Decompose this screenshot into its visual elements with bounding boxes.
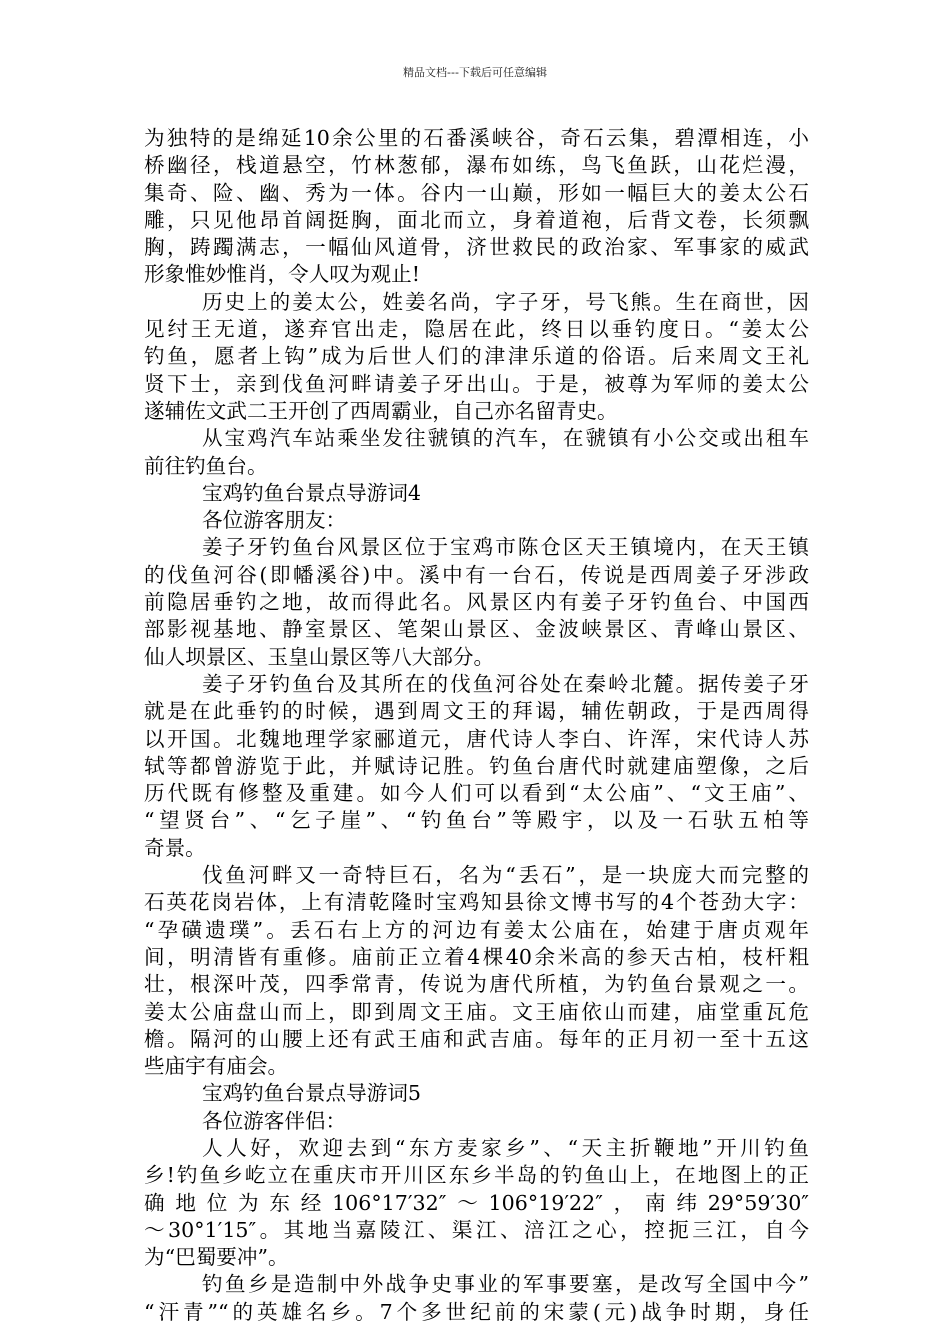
text-line: 雕，只见他昂首阔挺胸，面北而立，身着道袍，后背文卷，长须飘 bbox=[144, 207, 809, 232]
text-line: 前隐居垂钓之地，故而得此名。风景区内有姜子牙钓鱼台、中国西 bbox=[144, 590, 809, 615]
text-line: 以开国。北魏地理学家郦道元，唐代诗人李白、许浑，宋代诗人苏 bbox=[144, 726, 809, 751]
text-line: 集奇、险、幽、秀为一体。谷内一山巅，形如一幅巨大的姜太公石 bbox=[144, 180, 809, 205]
text-line: 间，明清皆有重修。庙前正立着4棵40余米高的参天古柏，枝杆粗 bbox=[144, 944, 809, 969]
text-line: 宝鸡钓鱼台景点导游词4 bbox=[202, 480, 422, 505]
text-line: 从宝鸡汽车站乘坐发往虢镇的汽车，在虢镇有小公交或出租车 bbox=[202, 426, 809, 451]
text-line: 各位游客朋友： bbox=[202, 508, 347, 533]
text-line: 桥幽径，栈道悬空，竹林葱郁，瀑布如练，鸟飞鱼跃，山花烂漫， bbox=[144, 153, 809, 178]
text-line: 壮，根深叶茂，四季常青，传说为唐代所植，为钓鱼台景观之一。 bbox=[144, 972, 809, 997]
text-line: ～30°1′15″。其地当嘉陵江、渠江、涪江之心，控扼三江，自今 bbox=[144, 1217, 809, 1242]
text-line: 的伐鱼河谷(即幡溪谷)中。溪中有一台石，传说是西周姜子牙涉政 bbox=[144, 562, 809, 587]
text-line: 姜太公庙盘山而上，即到周文王庙。文王庙依山而建，庙堂重瓦危 bbox=[144, 999, 809, 1024]
text-line: “汗青”“的英雄名乡。7个多世纪前的宋蒙(元)战争时期，身任 bbox=[144, 1299, 809, 1324]
text-line: 就是在此垂钓的时候，遇到周文王的拜谒，辅佐朝政，于是西周得 bbox=[144, 699, 809, 724]
text-line: 前往钓鱼台。 bbox=[144, 453, 268, 478]
text-line: 见纣王无道，遂弃官出走，隐居在此，终日以垂钓度日。“姜太公 bbox=[144, 317, 809, 342]
text-line: “望贤台”、“乞子崖”、“钓鱼台”等殿宇，以及一石驮五柏等 bbox=[144, 808, 809, 833]
text-line: 钓鱼，愿者上钩”成为后世人们的津津乐道的俗语。后来周文王礼 bbox=[144, 344, 809, 369]
text-line: 仙人坝景区、玉皇山景区等八大部分。 bbox=[144, 644, 495, 669]
text-line: 姜子牙钓鱼台及其所在的伐鱼河谷处在秦岭北麓。据传姜子牙 bbox=[202, 671, 809, 696]
text-line: 贤下士，亲到伐鱼河畔请姜子牙出山。于是，被尊为军师的姜太公 bbox=[144, 371, 809, 396]
text-line: 历代既有修整及重建。如今人们可以看到“太公庙”、“文王庙”、 bbox=[144, 781, 809, 806]
text-line: 些庙宇有庙会。 bbox=[144, 1054, 289, 1079]
text-line: 历史上的姜太公，姓姜名尚，字子牙，号飞熊。生在商世，因 bbox=[202, 289, 809, 314]
text-line: 石英花岗岩体，上有清乾隆时宝鸡知县徐文博书写的4个苍劲大字： bbox=[144, 890, 809, 915]
text-line: 姜子牙钓鱼台风景区位于宝鸡市陈仓区天王镇境内，在天王镇 bbox=[202, 535, 809, 560]
text-line: 形象惟妙惟肖，令人叹为观止! bbox=[144, 262, 420, 287]
text-line: 部影视基地、静室景区、笔架山景区、金波峡景区、青峰山景区、 bbox=[144, 617, 809, 642]
text-line: 胸，踌躅满志，一幅仙风道骨，济世救民的政治家、军事家的威武 bbox=[144, 235, 809, 260]
text-line: 檐。隔河的山腰上还有武王庙和武吉庙。每年的正月初一至十五这 bbox=[144, 1026, 809, 1051]
text-line: 各位游客伴侣： bbox=[202, 1108, 347, 1133]
text-line: 乡!钓鱼乡屹立在重庆市开川区东乡半岛的钓鱼山上，在地图上的正 bbox=[144, 1163, 809, 1188]
text-line: 轼等都曾游览于此，并赋诗记胜。钓鱼台唐代时就建庙塑像，之后 bbox=[144, 753, 809, 778]
page-header: 精品文档---下载后可任意编辑 bbox=[403, 66, 547, 79]
text-line: 确地位为东经106°17′32″～106°19′22″，南纬29°59′30″ bbox=[144, 1190, 809, 1215]
text-line: 伐鱼河畔又一奇特巨石，名为“丢石”，是一块庞大而完整的 bbox=[202, 863, 809, 888]
text-line: 宝鸡钓鱼台景点导游词5 bbox=[202, 1081, 422, 1106]
text-line: 为独特的是绵延10余公里的石番溪峡谷，奇石云集，碧潭相连，小 bbox=[144, 126, 809, 150]
text-line: 人人好，欢迎去到“东方麦家乡”、“天主折鞭地”开川钓鱼 bbox=[202, 1135, 809, 1160]
document-body bbox=[144, 125, 809, 1326]
text-line: 为“巴蜀要冲”。 bbox=[144, 1245, 289, 1270]
text-line: 奇景。 bbox=[144, 835, 206, 860]
text-line: 钓鱼乡是造制中外战争史事业的军事要塞，是改写全国中今” bbox=[202, 1272, 809, 1297]
text-line: 遂辅佐文武二王开创了西周霸业，自己亦名留青史。 bbox=[144, 398, 618, 423]
text-line: “孕磺遗璞”。丢石右上方的河边有姜太公庙在，始建于唐贞观年 bbox=[144, 917, 809, 942]
